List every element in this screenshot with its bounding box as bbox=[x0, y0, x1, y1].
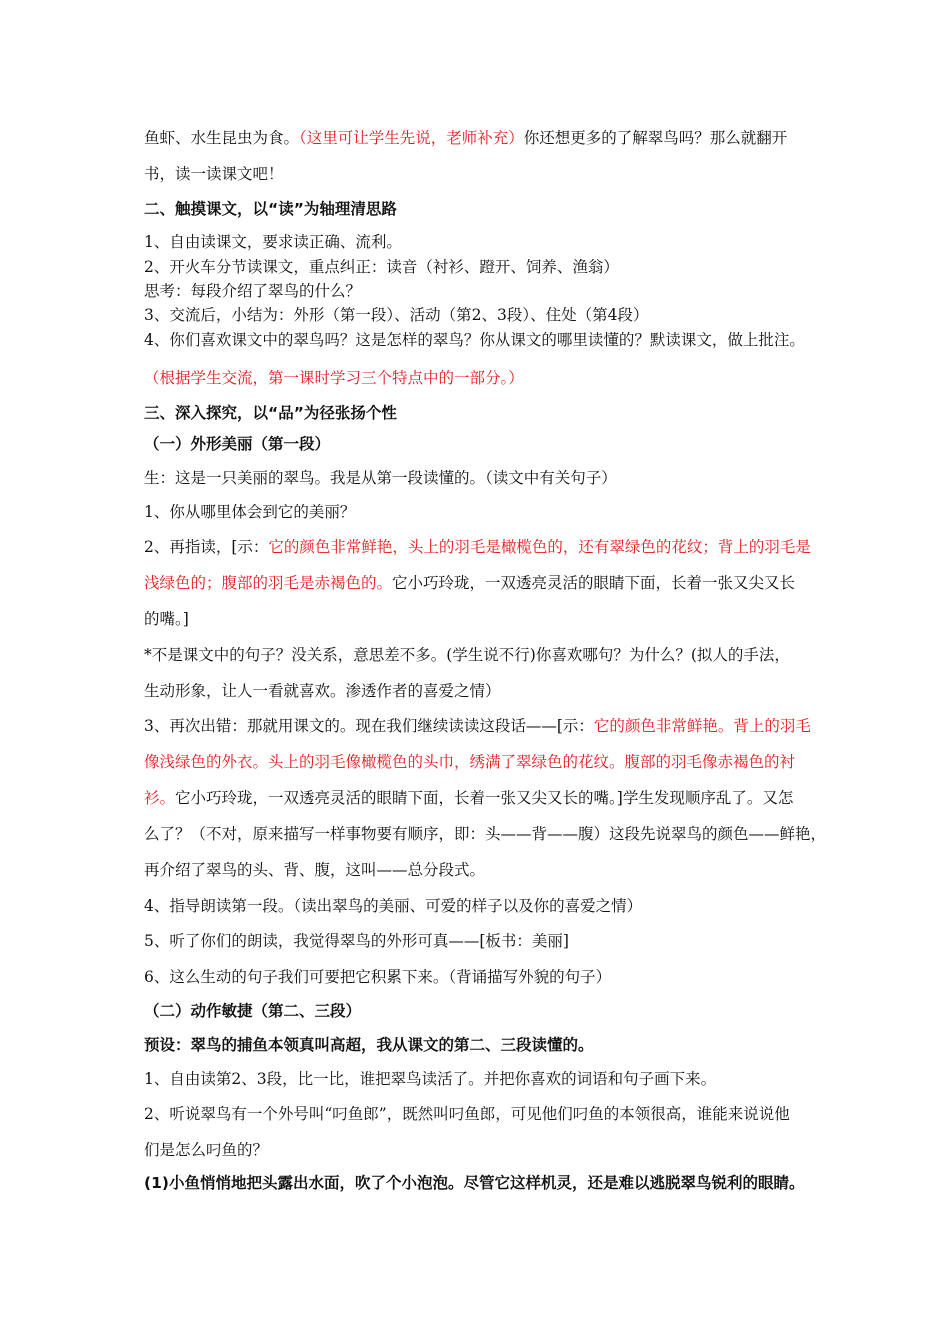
text-segment: 们是怎么叼鱼的？ bbox=[144, 1141, 269, 1159]
text-line bbox=[144, 681, 501, 701]
text-line bbox=[144, 716, 811, 736]
section-heading bbox=[144, 199, 397, 219]
text-line bbox=[144, 1104, 790, 1124]
text-line bbox=[144, 281, 361, 301]
text-line bbox=[144, 502, 355, 522]
text-segment: 书，读一读课文吧！ bbox=[144, 165, 284, 183]
text-segment: 它小巧玲珑，一双透亮灵活的眼睛下面，长着一张又尖又长 bbox=[392, 574, 796, 592]
text-segment: 生：这是一只美丽的翠鸟。我是从第一段读懂的。（读文中有关句子） bbox=[144, 469, 617, 487]
section-heading bbox=[144, 1001, 361, 1021]
text-line bbox=[144, 1069, 716, 1089]
section-heading bbox=[144, 434, 330, 454]
text-line bbox=[144, 860, 485, 880]
text-segment: 二、触摸课文，以“读”为轴理清思路 bbox=[144, 200, 397, 218]
text-segment: 4、你们喜欢课文中的翠鸟吗？这是怎样的翠鸟？你从课文的哪里读懂的？默读课文，做上批注。 bbox=[144, 331, 805, 349]
text-line bbox=[144, 752, 795, 772]
text-line bbox=[144, 537, 811, 557]
text-line bbox=[144, 609, 189, 629]
text-line bbox=[144, 257, 619, 277]
text-line bbox=[144, 573, 795, 593]
text-segment: 3、再次出错：那就用课文的。现在我们继续读读这段话——[示： bbox=[144, 717, 594, 735]
text-segment: 它小巧玲珑，一双透亮灵活的眼睛下面，长着一张又尖又长的嘴。]学生发现顺序乱了。又怎 bbox=[175, 789, 794, 807]
text-segment: 5、听了你们的朗读，我觉得翠鸟的外形可真——[板书：美丽] bbox=[144, 932, 569, 950]
text-segment: 么了？（不对，原来描写一样事物要有顺序，即：头——背——腹）这段先说翠鸟的颜色——鲜艳， bbox=[144, 825, 827, 843]
highlighted-text: 像浅绿色的外衣。头上的羽毛像橄榄色的头巾，绣满了翠绿色的花纹。腹部的羽毛像赤褐色的衬 bbox=[144, 753, 796, 771]
text-segment: 的嘴。] bbox=[144, 610, 189, 628]
text-segment: （一）外形美丽（第一段） bbox=[144, 435, 331, 453]
text-segment: 2、再指读，[示： bbox=[144, 538, 269, 556]
highlighted-text: 衫。 bbox=[144, 789, 176, 807]
text-line bbox=[144, 1140, 268, 1160]
text-line bbox=[144, 468, 617, 488]
highlighted-text: 它的颜色非常鲜艳，头上的羽毛是橄榄色的，还有翠绿色的花纹；背上的羽毛是 bbox=[268, 538, 811, 556]
text-segment: 1、你从哪里体会到它的美丽？ bbox=[144, 503, 356, 521]
section-heading bbox=[144, 403, 397, 423]
text-line bbox=[144, 232, 402, 252]
section-heading bbox=[144, 1173, 804, 1193]
text-line bbox=[144, 368, 524, 388]
text-segment: 三、深入探究，以“品”为径张扬个性 bbox=[144, 404, 397, 422]
highlighted-text: 浅绿色的；腹部的羽毛是赤褐色的。 bbox=[144, 574, 393, 592]
text-line bbox=[144, 967, 611, 987]
text-line bbox=[144, 824, 826, 844]
text-segment: 6、这么生动的句子我们可要把它积累下来。（背诵描写外貌的句子） bbox=[144, 968, 612, 986]
text-segment: 1、自由读课文，要求读正确、流利。 bbox=[144, 233, 402, 251]
text-segment: 你还想更多的了解翠鸟吗？那么就翻开 bbox=[523, 129, 788, 147]
text-line bbox=[144, 128, 787, 148]
text-line bbox=[144, 645, 790, 665]
text-segment: 鱼虾、水生昆虫为食。 bbox=[144, 129, 300, 147]
text-line bbox=[144, 164, 284, 184]
text-line bbox=[144, 330, 805, 350]
text-line bbox=[144, 931, 569, 951]
text-segment: 4、指导朗读第一段。（读出翠鸟的美丽、可爱的样子以及你的喜爱之情） bbox=[144, 897, 643, 915]
text-line bbox=[144, 305, 648, 325]
text-line bbox=[144, 788, 793, 808]
highlighted-text: 它的颜色非常鲜艳。背上的羽毛 bbox=[593, 717, 811, 735]
text-segment: (1)小鱼悄悄地把头露出水面，吹了个小泡泡。尽管它这样机灵，还是难以逃脱翠鸟锐利的眼睛。 bbox=[144, 1174, 805, 1192]
text-line bbox=[144, 896, 642, 916]
text-segment: 预设：翠鸟的捕鱼本领真叫高超，我从课文的第二、三段读懂的。 bbox=[144, 1036, 594, 1054]
highlighted-text: （根据学生交流，第一课时学习三个特点中的一部分。） bbox=[144, 369, 524, 387]
highlighted-text: （这里可让学生先说，老师补充） bbox=[299, 129, 524, 147]
text-segment: 2、听说翠鸟有一个外号叫“叼鱼郎”，既然叫叼鱼郎，可见他们叼鱼的本领很高，谁能来说说他 bbox=[144, 1105, 790, 1123]
text-segment: 3、交流后，小结为：外形（第一段）、活动（第2、3段）、住处（第4段） bbox=[144, 306, 649, 324]
text-segment: 1、自由读第2、3段，比一比，谁把翠鸟读活了。并把你喜欢的词语和句子画下来。 bbox=[144, 1070, 717, 1088]
text-segment: 2、开火车分节读课文，重点纠正：读音（衬衫、蹬开、饲养、渔翁） bbox=[144, 258, 619, 276]
text-segment: 思考：每段介绍了翠鸟的什么？ bbox=[144, 282, 362, 300]
text-segment: 再介绍了翠鸟的头、背、腹，这叫——总分段式。 bbox=[144, 861, 486, 879]
text-segment: 生动形象，让人一看就喜欢。渗透作者的喜爱之情） bbox=[144, 682, 501, 700]
text-segment: *不是课文中的句子？没关系，意思差不多。(学生说不行)你喜欢哪句？为什么？(拟人的手法， bbox=[144, 646, 790, 664]
text-segment: （二）动作敏捷（第二、三段） bbox=[144, 1002, 362, 1020]
section-heading bbox=[144, 1035, 594, 1055]
